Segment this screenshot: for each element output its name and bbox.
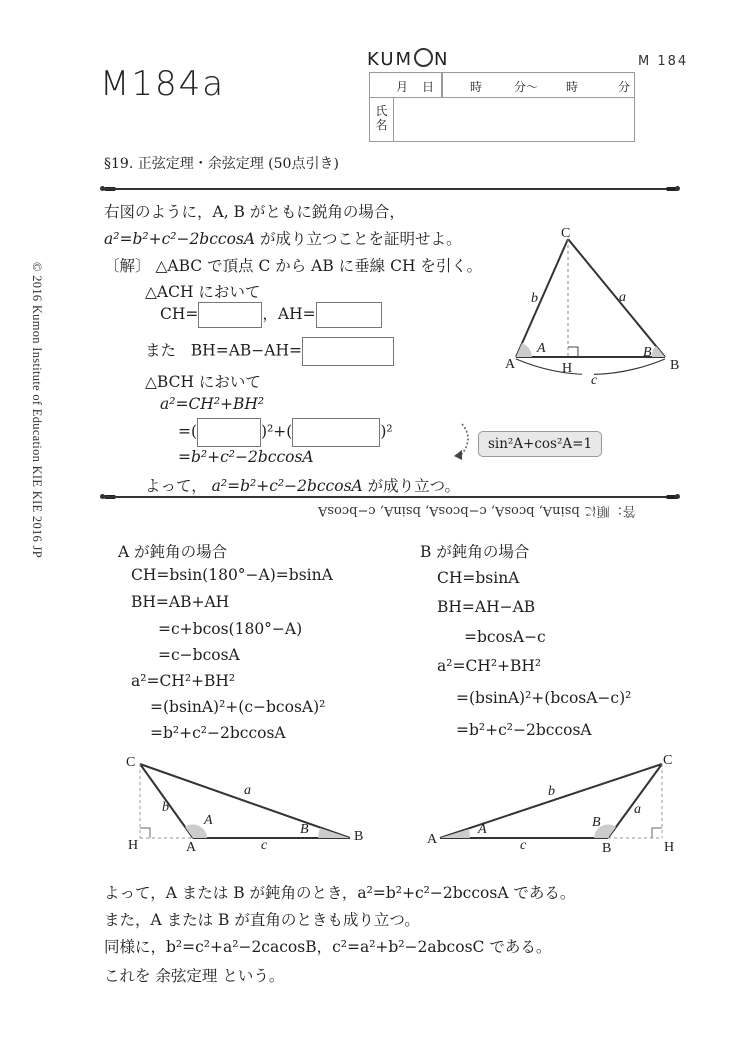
solution-line-1 — [104, 254, 482, 276]
end-minute-label: 分 — [618, 80, 631, 94]
name-label — [370, 97, 394, 141]
rule-bottom — [104, 496, 676, 498]
copyright-notice: © 2016 Kumon Institute of Education KIE KIE 2016 JP — [30, 262, 44, 558]
start-minute-label: 分〜 — [514, 80, 539, 94]
rule-top-dot-right — [675, 186, 680, 191]
summary-line-4: これを 余弦定理 という。 — [104, 967, 285, 985]
bh-answer-box[interactable] — [302, 337, 394, 366]
start-hour-label: 時 — [470, 80, 483, 94]
conclusion-line — [145, 474, 460, 496]
case-b-line: =b²+c²−2bccosA — [456, 721, 592, 739]
obtuse-a-side-b: b — [162, 800, 169, 815]
summary-line-2: また，A または B が直角のときも成り立つ。 — [104, 911, 420, 929]
eq-line-3: =b²+c²−2bccosA — [178, 448, 314, 466]
problem-line-2 — [104, 227, 462, 249]
summary-line-3: 同様に，b²=c²+a²−2cacosB，c²=a²+b²−2abcosC である。 — [104, 938, 552, 956]
label-H: H — [562, 361, 573, 376]
side-a: a — [619, 290, 626, 305]
obtuse-a-label-A: A — [186, 840, 197, 855]
acute-triangle-figure — [500, 225, 690, 390]
eq-line-1: a²=CH²+BH² — [160, 395, 265, 413]
label-B: B — [670, 358, 680, 373]
eq-box-2[interactable] — [292, 418, 380, 447]
case-a-title: A が鈍角の場合 — [118, 543, 228, 561]
logo-face-icon — [414, 48, 433, 67]
identity-hint-badge: sin²A+cos²A=1 — [478, 431, 602, 457]
obtuse-b-angle-B: B — [592, 815, 601, 830]
bh-label: BH=AB−AH= — [190, 341, 302, 360]
section-title: §19. 正弦定理・余弦定理 (50点引き) — [104, 156, 339, 172]
ch-label: CH= — [160, 305, 199, 323]
eq-line-2 — [178, 418, 393, 447]
case-b-line: =bcosA−c — [464, 628, 546, 646]
obtuse-b-label-B: B — [602, 841, 612, 856]
bch-intro: △BCH において — [145, 373, 261, 391]
obtuse-a-triangle-figure — [110, 750, 380, 860]
logo-text-right: N — [434, 49, 450, 70]
bh-row — [145, 337, 394, 366]
case-b-line: =(bsinA)²+(bcosA−c)² — [456, 689, 632, 707]
obtuse-a-side-a: a — [244, 783, 251, 798]
eq2-close: )² — [380, 422, 393, 441]
date-name-box — [369, 72, 635, 142]
case-b-line: CH=bsinA — [437, 569, 520, 587]
ch-ah-row — [160, 302, 382, 328]
angle-B: B — [643, 345, 652, 360]
ah-answer-box[interactable] — [316, 302, 382, 328]
problem-line-2-tail: が成り立つことを証明せよ。 — [255, 230, 462, 248]
name-row[interactable] — [370, 97, 634, 141]
case-a-line: =b²+c²−2bccosA — [150, 724, 286, 742]
case-b-line: BH=AH−AB — [437, 598, 536, 616]
date-time-row — [370, 73, 634, 98]
day-label: 日 — [422, 80, 435, 94]
obtuse-b-label-H: H — [664, 840, 675, 855]
obtuse-b-angle-A: A — [478, 822, 487, 837]
obtuse-a-angle-B: B — [300, 822, 309, 837]
obtuse-b-label-A: A — [427, 832, 438, 847]
summary-line-1: よって，A または B が鈍角のとき，a²=b²+c²−2bccosA である。 — [104, 884, 576, 902]
bh-prefix: また — [145, 341, 177, 360]
case-a-line: =c+bcos(180°−A) — [158, 620, 303, 638]
eq-box-1[interactable] — [197, 418, 261, 447]
curved-arrow-icon — [448, 420, 478, 462]
corner-code: M 184 — [638, 54, 689, 69]
obtuse-a-label-H: H — [128, 838, 139, 853]
side-c: c — [591, 373, 598, 388]
obtuse-b-side-b: b — [548, 784, 555, 799]
ah-label: ，AH= — [262, 305, 316, 323]
conclusion-tail: が成り立つ。 — [362, 477, 461, 495]
rule-bottom-dot-right — [675, 494, 680, 499]
name-label-char-1: 氏 — [375, 104, 388, 118]
label-A: A — [505, 357, 516, 372]
rule-top — [104, 188, 676, 190]
ach-intro: △ACH において — [145, 283, 261, 301]
ch-answer-box[interactable] — [198, 302, 262, 328]
worksheet-code: M184a — [100, 64, 226, 104]
eq2-mid: )²+( — [261, 422, 293, 441]
case-a-line: =(bsinA)²+(c−bcosA)² — [150, 698, 326, 716]
end-hour-label: 時 — [566, 80, 579, 94]
obtuse-a-angle-A: A — [204, 813, 213, 828]
solution-label: 〔解〕 — [104, 257, 151, 275]
obtuse-b-side-a: a — [634, 802, 641, 817]
date-divider — [441, 73, 443, 97]
obtuse-b-side-c: c — [520, 838, 527, 853]
law-of-cosines-formula: a²=b²+c²−2bccosA — [104, 230, 256, 248]
angle-A: A — [537, 341, 546, 356]
side-b: b — [531, 291, 538, 306]
case-a-line: BH=AB+AH — [131, 593, 230, 611]
conclusion-prefix: よって， — [145, 477, 207, 495]
conclusion-formula: a²=b²+c²−2bccosA — [211, 477, 363, 495]
obtuse-a-side-c: c — [261, 838, 268, 853]
eq2-open: =( — [178, 422, 198, 441]
month-label: 月 — [396, 80, 409, 94]
name-label-char-2: 名 — [375, 118, 388, 132]
case-a-line: =c−bcosA — [158, 646, 240, 664]
obtuse-b-label-C: C — [663, 753, 673, 768]
obtuse-b-triangle-figure — [420, 750, 690, 860]
solution-setup: △ABC で頂点 C から AB に垂線 CH を引く。 — [155, 257, 483, 275]
upside-down-answer-key: 答：順に bsinA, bcosA, c−bcosA, bsinA, c−bcosA — [318, 503, 636, 518]
label-C: C — [561, 226, 571, 241]
obtuse-a-label-B: B — [354, 829, 364, 844]
kumon-logo — [367, 48, 450, 70]
case-a-line: a²=CH²+BH² — [131, 672, 236, 690]
case-a-line: CH=bsin(180°−A)=bsinA — [131, 566, 333, 584]
case-b-title: B が鈍角の場合 — [420, 543, 530, 561]
case-b-line: a²=CH²+BH² — [437, 657, 542, 675]
problem-line-1: 右図のように，A, B がともに鋭角の場合， — [104, 203, 405, 221]
obtuse-a-label-C: C — [126, 755, 136, 770]
logo-text-left: KUM — [367, 49, 414, 70]
